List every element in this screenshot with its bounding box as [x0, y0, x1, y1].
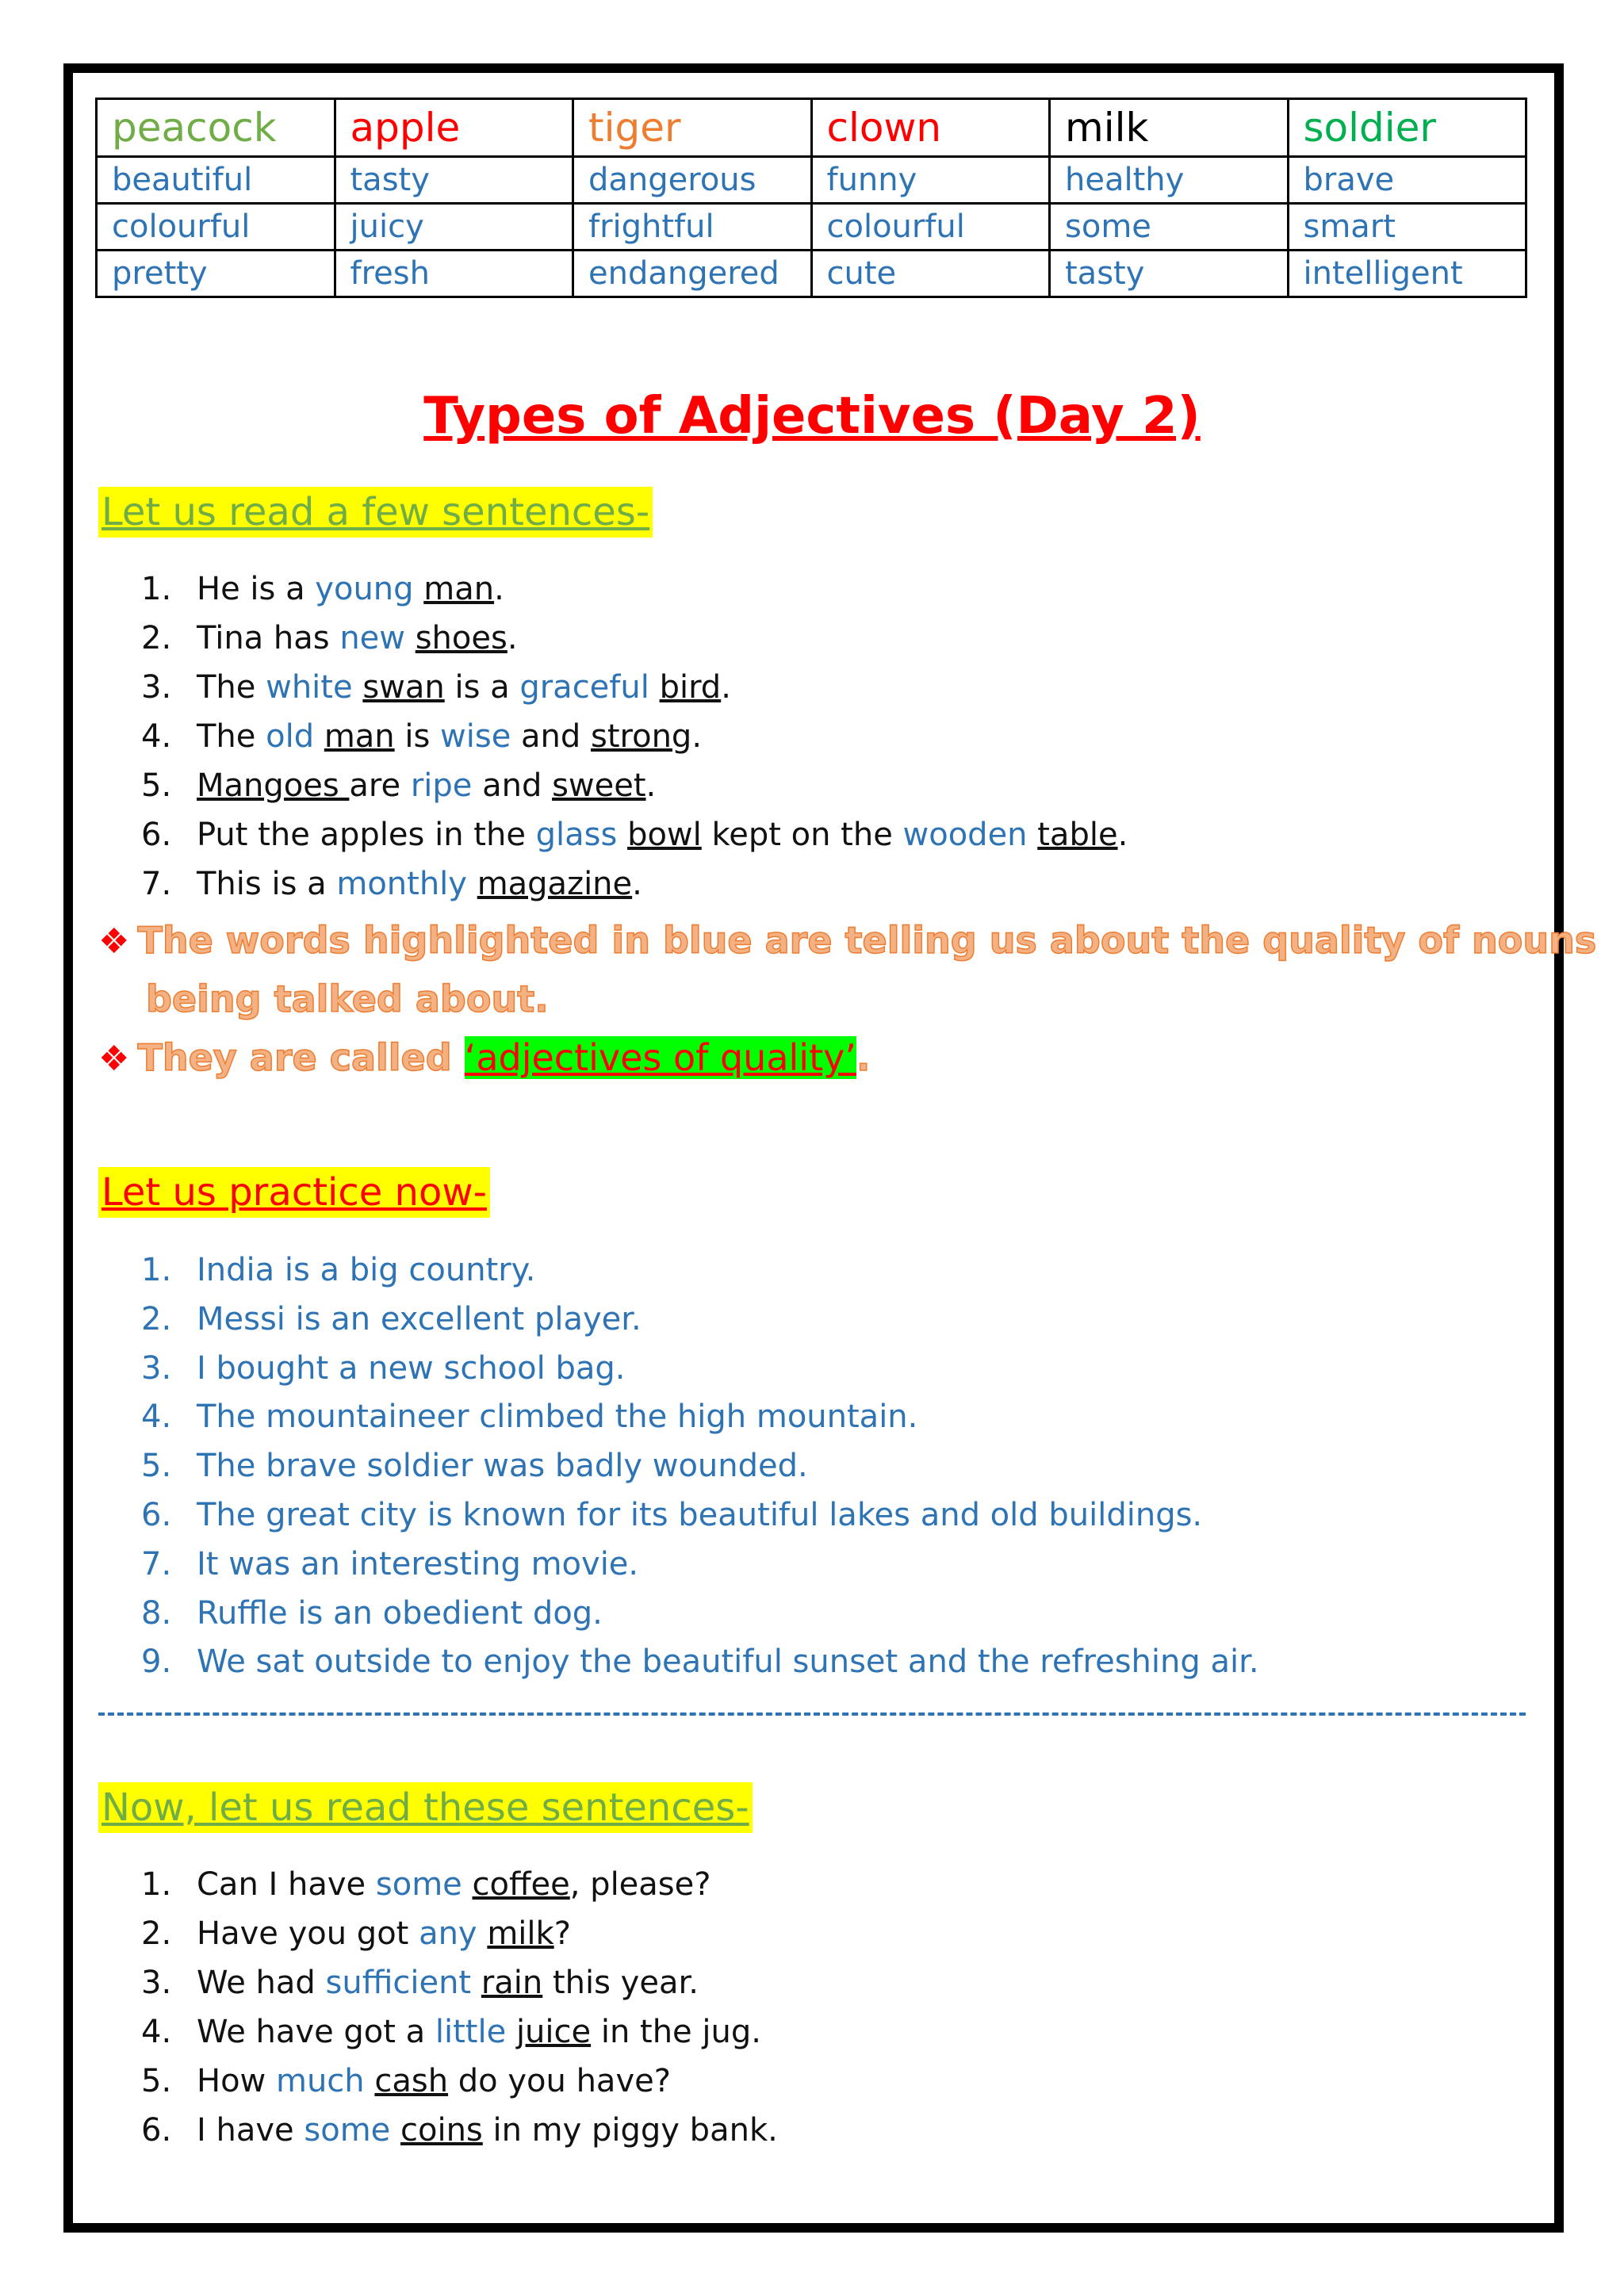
- practice-item: [141, 1540, 1259, 1590]
- sentence-text: [414, 571, 424, 607]
- section-heading-read: Let us read a few sentences-: [98, 487, 653, 538]
- table-cell: beautiful: [97, 157, 335, 204]
- note-text-continued: being talked about.: [146, 978, 549, 1020]
- sentence-text: kept on the: [701, 817, 903, 853]
- noun: Mangoes: [197, 767, 350, 804]
- adjective: glass: [535, 817, 618, 853]
- section-heading-now: Now, let us read these sentences-: [98, 1782, 753, 1833]
- item-number: 3.: [141, 1965, 172, 2001]
- practice-sentence: The mountaineer climbed the high mountain.: [197, 1399, 918, 1436]
- item-number: 7.: [141, 866, 172, 902]
- table-cell: colourful: [811, 204, 1050, 251]
- table-header-cell: apple: [335, 99, 573, 157]
- sentence-text: [462, 1866, 473, 1903]
- item-number: 6.: [141, 817, 172, 853]
- sentence-text: are: [349, 767, 411, 804]
- item-number: 1.: [141, 1252, 172, 1288]
- list-item: [141, 564, 1128, 614]
- sentence-text: [353, 669, 363, 706]
- item-number: 6.: [141, 1496, 172, 1533]
- sentence-text: [649, 669, 660, 706]
- adjective: ripe: [410, 767, 473, 804]
- list-item: [141, 1909, 778, 1958]
- sentence-text: do you have?: [448, 2063, 671, 2099]
- sentence-text: .: [507, 620, 518, 656]
- table-cell: cute: [811, 251, 1050, 297]
- table-cell: tasty: [1050, 251, 1289, 297]
- table-header-row: [97, 99, 1526, 157]
- table-cell: tasty: [335, 157, 573, 204]
- note-called: [98, 1029, 870, 1088]
- table-row: [97, 251, 1526, 297]
- table-cell: endangered: [573, 251, 812, 297]
- note-quality: [98, 912, 1596, 1027]
- list-item: [141, 614, 1128, 663]
- practice-item: [141, 1246, 1259, 1295]
- adjective: sufficient: [325, 1965, 472, 2001]
- practice-item: [141, 1345, 1259, 1394]
- adjective: much: [275, 2063, 365, 2099]
- item-number: 9.: [141, 1644, 172, 1681]
- sentence-text: is: [394, 718, 441, 755]
- adjective: old: [266, 718, 315, 755]
- sentence-text: .: [1117, 817, 1128, 853]
- item-number: 5.: [141, 1448, 172, 1485]
- list-item: [141, 2106, 778, 2155]
- item-number: 3.: [141, 1349, 172, 1387]
- table-row: [97, 204, 1526, 251]
- table-cell: intelligent: [1288, 251, 1526, 297]
- sentence-text: Put the apples in the: [197, 817, 536, 853]
- word-table: [95, 98, 1527, 298]
- practice-item: [141, 1442, 1259, 1491]
- sentence-text: .: [721, 669, 731, 706]
- table-header-cell: tiger: [573, 99, 812, 157]
- item-number: 7.: [141, 1545, 172, 1582]
- practice-sentence: India is a big country.: [197, 1252, 536, 1288]
- practice-item: [141, 1590, 1259, 1639]
- item-number: 1.: [141, 571, 172, 607]
- sentence-text: I have: [197, 2112, 304, 2149]
- noun: bowl: [627, 817, 702, 853]
- noun: coffee: [472, 1866, 570, 1903]
- adjective: new: [339, 620, 405, 656]
- sentence-text: [405, 620, 416, 656]
- sentence-text: and: [511, 718, 591, 755]
- noun: sweet: [552, 767, 646, 804]
- list-item: [141, 1958, 778, 2007]
- note-text: The words highlighted in blue are telling us about the quality of nouns: [137, 919, 1597, 962]
- adjective: white: [266, 669, 353, 706]
- practice-sentence: I bought a new school bag.: [197, 1349, 626, 1387]
- practice-sentence: The brave soldier was badly wounded.: [197, 1448, 808, 1485]
- item-number: 6.: [141, 2112, 172, 2149]
- diamond-bullet-icon: ❖: [98, 1039, 130, 1079]
- table-cell: frightful: [573, 204, 812, 251]
- sentence-text: .: [632, 866, 642, 902]
- adjective: some: [375, 1866, 462, 1903]
- noun: shoes: [415, 620, 508, 656]
- table-cell: colourful: [97, 204, 335, 251]
- table-header-cell: clown: [811, 99, 1050, 157]
- sentence-text: .: [494, 571, 504, 607]
- sentence-text: [1028, 817, 1038, 853]
- section-heading-practice: Let us practice now-: [98, 1167, 490, 1218]
- item-number: 5.: [141, 767, 172, 804]
- list-item: [141, 1860, 778, 1909]
- item-number: 3.: [141, 669, 172, 706]
- page-title: Types of Adjectives (Day 2): [423, 387, 1201, 446]
- item-number: 4.: [141, 1399, 172, 1436]
- noun: strong: [591, 718, 692, 755]
- sentence-text: He is a: [197, 571, 316, 607]
- sentence-text: [471, 1965, 481, 2001]
- table-cell: dangerous: [573, 157, 812, 204]
- table-cell: funny: [811, 157, 1050, 204]
- noun: juice: [515, 2014, 592, 2050]
- noun: cash: [374, 2063, 449, 2099]
- table-cell: healthy: [1050, 157, 1289, 204]
- list-item: [141, 2057, 778, 2106]
- sentence-text: Tina has: [197, 620, 340, 656]
- practice-item: [141, 1638, 1259, 1687]
- noun: man: [324, 718, 395, 755]
- sentence-text: .: [691, 718, 703, 755]
- sentence-text: [506, 2014, 516, 2050]
- noun: bird: [659, 669, 722, 706]
- noun: magazine: [477, 866, 633, 902]
- noun: rain: [481, 1965, 543, 2001]
- sentence-text: in my piggy bank.: [482, 2112, 778, 2149]
- table-row: [97, 157, 1526, 204]
- sentence-list-quality: [141, 564, 1128, 909]
- item-number: 2.: [141, 1300, 172, 1337]
- sentence-text: Can I have: [197, 1866, 376, 1903]
- table-cell: some: [1050, 204, 1289, 251]
- list-item: [141, 761, 1128, 810]
- sentence-text: Have you got: [197, 1915, 419, 1952]
- table-cell: pretty: [97, 251, 335, 297]
- sentence-text: We have got a: [197, 2014, 435, 2050]
- item-number: 5.: [141, 2063, 172, 2099]
- item-number: 2.: [141, 1915, 172, 1952]
- practice-sentence: Messi is an excellent player.: [197, 1300, 642, 1337]
- table-cell: fresh: [335, 251, 573, 297]
- sentence-text: We had: [197, 1965, 326, 2001]
- item-number: 8.: [141, 1594, 172, 1632]
- item-number: 2.: [141, 620, 172, 656]
- adjective: any: [419, 1915, 477, 1952]
- table-header-cell: soldier: [1288, 99, 1526, 157]
- list-item: [141, 2007, 778, 2057]
- sentence-text: How: [197, 2063, 276, 2099]
- list-item: [141, 663, 1128, 712]
- practice-item: [141, 1491, 1259, 1540]
- sentence-text: The: [197, 718, 266, 755]
- sentence-text: [477, 1915, 488, 1952]
- sentence-text: in the jug.: [591, 2014, 761, 2050]
- sentence-text: ?: [553, 1915, 571, 1952]
- diamond-bullet-icon: ❖: [98, 921, 130, 962]
- noun: table: [1037, 817, 1118, 853]
- sentence-text: [390, 2112, 400, 2149]
- item-number: 4.: [141, 718, 172, 755]
- note-text: They are called: [137, 1036, 465, 1079]
- practice-sentence: We sat outside to enjoy the beautiful sunset and the refreshing air.: [197, 1644, 1259, 1681]
- sentence-text: is a: [444, 669, 520, 706]
- sentence-text: [314, 718, 324, 755]
- sentence-text: This is a: [197, 866, 337, 902]
- adjective: some: [304, 2112, 391, 2149]
- dashed-divider: [98, 1712, 1526, 1716]
- sentence-text: and: [472, 767, 553, 804]
- table-header-cell: peacock: [97, 99, 335, 157]
- sentence-text: [467, 866, 477, 902]
- sentence-text: The: [197, 669, 266, 706]
- noun: man: [423, 571, 495, 607]
- list-item: [141, 810, 1128, 859]
- practice-sentence: The great city is known for its beautiful lakes and old buildings.: [197, 1496, 1203, 1533]
- note-punctuation: .: [856, 1036, 871, 1079]
- practice-item: [141, 1295, 1259, 1345]
- sentence-text: .: [645, 767, 657, 804]
- adjective: little: [435, 2014, 507, 2050]
- adjective: young: [315, 571, 414, 607]
- table-cell: brave: [1288, 157, 1526, 204]
- table-cell: smart: [1288, 204, 1526, 251]
- adjective: wise: [440, 718, 511, 755]
- practice-list: [141, 1246, 1259, 1687]
- sentence-text: , please?: [569, 1866, 711, 1903]
- practice-item: [141, 1393, 1259, 1442]
- practice-sentence: It was an interesting movie.: [197, 1545, 639, 1582]
- list-item: [141, 859, 1128, 909]
- noun: swan: [362, 669, 445, 706]
- noun: coins: [400, 2112, 483, 2149]
- table-cell: juicy: [335, 204, 573, 251]
- practice-sentence: Ruffle is an obedient dog.: [197, 1594, 603, 1632]
- table-header-cell: milk: [1050, 99, 1289, 157]
- highlighted-term: ‘adjectives of quality’: [464, 1036, 856, 1079]
- sentence-text: [365, 2063, 375, 2099]
- sentence-list-quantity: [141, 1860, 778, 2155]
- adjective: wooden: [902, 817, 1028, 853]
- list-item: [141, 712, 1128, 761]
- item-number: 1.: [141, 1866, 172, 1903]
- sentence-text: this year.: [542, 1965, 699, 2001]
- adjective: monthly: [336, 866, 467, 902]
- adjective: graceful: [519, 669, 649, 706]
- item-number: 4.: [141, 2014, 172, 2050]
- noun: milk: [487, 1915, 554, 1952]
- sentence-text: [617, 817, 627, 853]
